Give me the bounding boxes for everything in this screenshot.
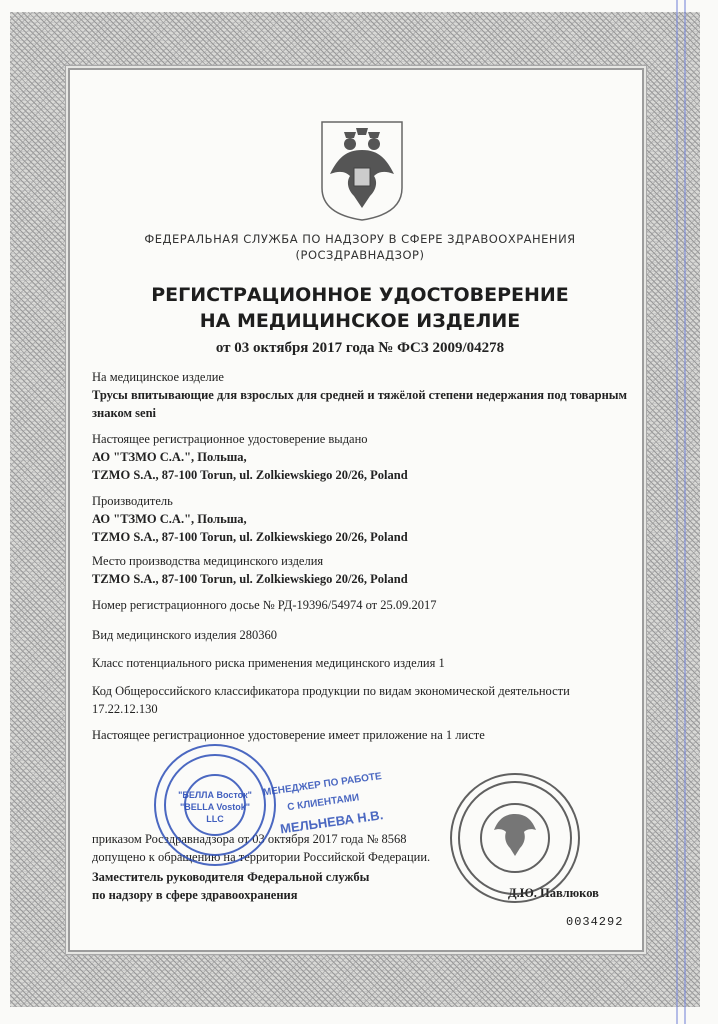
- manager-stamp: [258, 764, 408, 854]
- issued-label: Настоящее регистрационное удостоверение выдано: [92, 432, 368, 446]
- stamp-rect-line2: С КЛИЕНТАМИ: [286, 792, 360, 814]
- document-title: РЕГИСТРАЦИОННОЕ УДОСТОВЕРЕНИЕ: [151, 284, 569, 306]
- seal-line2: "BELLA Vostok": [179, 802, 251, 812]
- device-label: На медицинское изделие: [92, 370, 224, 384]
- production-site-line1: TZMO S.A., 87-100 Torun, ul. Zolkiewskiego 20/26, Poland: [92, 572, 408, 586]
- device-kind: Вид медицинского изделия 280360: [92, 628, 277, 642]
- order-line1: приказом Росздравнадзора от 03 октября 2017 года № 8568: [92, 832, 407, 846]
- official-seal-stamp: [440, 768, 590, 908]
- signatory-title: [92, 868, 369, 904]
- signatory-name: Д.Ю. Павлюков: [508, 886, 599, 900]
- device-value: Трусы впитывающие для взрослых для средней и тяжёлой степени недержания под товарным знаком seni: [92, 388, 628, 420]
- order-line2: допущено к обращению на территории Российской Федерации.: [92, 850, 431, 864]
- production-site-label: Место производства медицинского изделия: [92, 554, 324, 568]
- dossier-number: Номер регистрационного досье № РД-19396/54974 от 25.09.2017: [92, 598, 437, 612]
- scan-rail-line: [684, 0, 686, 1024]
- agency-name: ФЕДЕРАЛЬНАЯ СЛУЖБА ПО НАДЗОРУ В СФЕРЕ ЗДРАВООХРАНЕНИЯ: [144, 232, 576, 246]
- manufacturer-line2: TZMO S.A., 87-100 Torun, ul. Zolkiewskiego 20/26, Poland: [92, 530, 408, 544]
- manufacturer-line1: АО "ТЗМО С.А.", Польша,: [92, 512, 247, 526]
- manufacturer-label: Производитель: [92, 494, 173, 508]
- okp-code: Код Общероссийского классификатора продукции по видам экономической деятельности 17.22.12.130: [92, 684, 570, 716]
- stamp-rect-line3: МЕЛЬНЕВА Н.В.: [279, 807, 385, 837]
- stamp-rect-line1: МЕНЕДЖЕР ПО РАБОТЕ: [262, 770, 383, 799]
- coat-of-arms-icon: [316, 118, 408, 222]
- seal-line1: "БЕЛЛА Восток": [178, 790, 252, 800]
- signatory-line2: по надзору в сфере здравоохранения: [92, 888, 298, 902]
- appendix-note: Настоящее регистрационное удостоверение имеет приложение на 1 листе: [92, 728, 485, 742]
- risk-class: Класс потенциального риска применения медицинского изделия 1: [92, 656, 445, 670]
- issued-line2: TZMO S.A., 87-100 Torun, ul. Zolkiewskiego 20/26, Poland: [92, 468, 408, 482]
- agency-short-name: (РОСЗДРАВНАДЗОР): [295, 248, 425, 262]
- signatory-line1: Заместитель руководителя Федеральной службы: [92, 870, 370, 884]
- scan-rail-line: [676, 0, 678, 1024]
- document-subtitle: НА МЕДИЦИНСКОЕ ИЗДЕЛИЕ: [199, 310, 521, 332]
- issued-line1: АО "ТЗМО С.А.", Польша,: [92, 450, 247, 464]
- registration-dateline: от 03 октября 2017 года № ФСЗ 2009/04278: [215, 340, 505, 356]
- seal-line3: LLC: [206, 814, 224, 824]
- serial-number: 0034292: [566, 915, 624, 929]
